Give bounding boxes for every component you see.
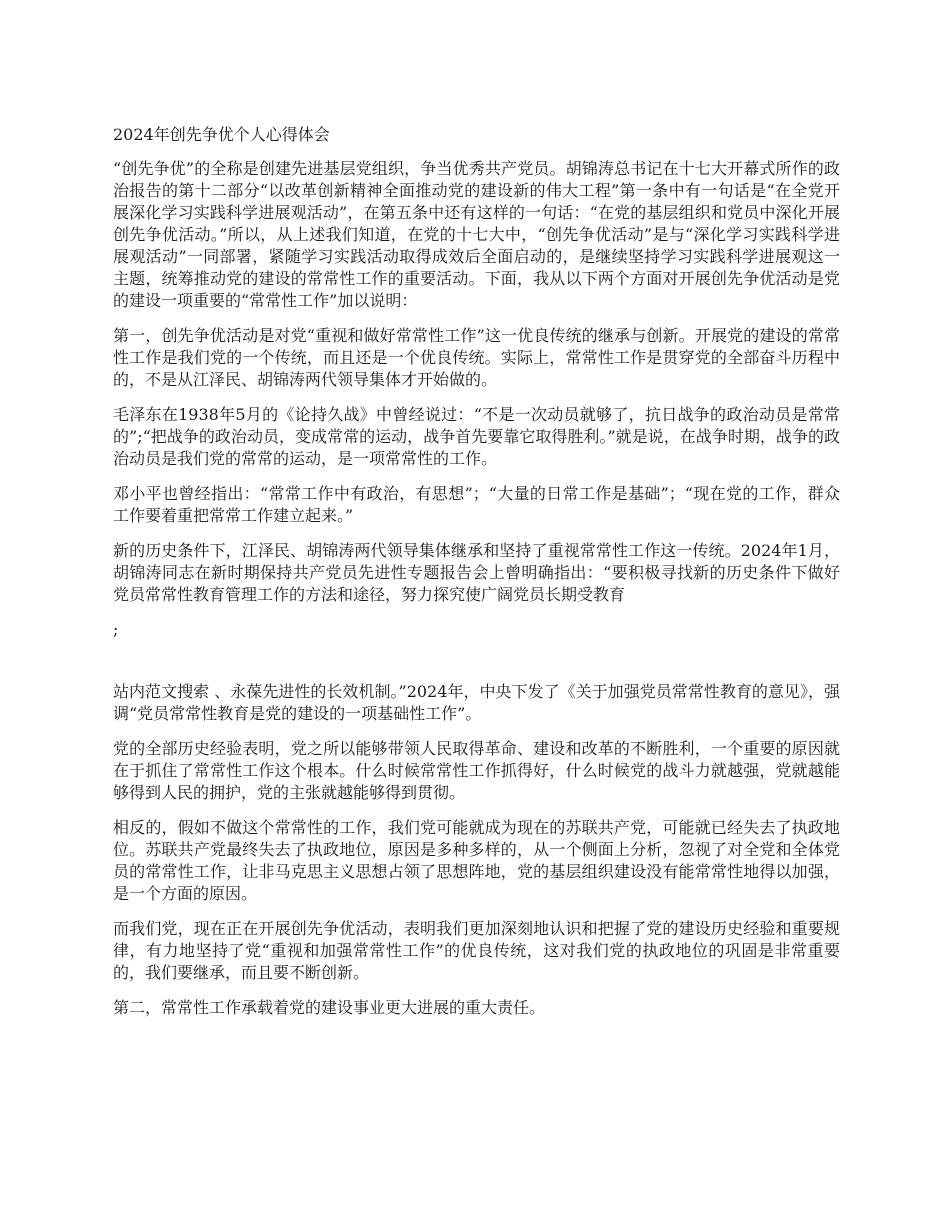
paragraph-deng-quote: 邓小平也曾经指出：“常常工作中有政治，有思想”；“大量的日常工作是基础”；“现在党的工作，群众工作要着重把常常工作建立起来。” (113, 484, 840, 525)
document-title: 2024年创先争优个人心得体会 (113, 125, 330, 144)
paragraph-soviet-contrast: 相反的，假如不做这个常常性的工作，我们党可能就成为现在的苏联共产党，可能就已经失去了执政地位。苏联共产党最终失去了执政地位，原因是多种多样的，从一个侧面上分析，忽视了对全党和全体党员的常常性工作，让非马克思主义思想占领了思想阵地，党的基层组织建设没有能常常性地得以加强，是一个方面的原因。 (113, 818, 840, 903)
paragraph-first-point: 第一，创先争优活动是对党“重视和做好常常性工作”这一优良传统的继承与创新。开展党的建设的常常性工作是我们党的一个传统，而且还是一个优良传统。实际上，常常性工作是贯穿党的全部奋斗历程中的，不是从江泽民、胡锦涛两代领导集体才开始做的。 (113, 326, 840, 389)
paragraph-mao-quote: 毛泽东在1938年5月的《论持久战》中曾经说过：“不是一次动员就够了，抗日战争的政治动员是常常的”;“把战争的政治动员，变成常常的运动，战争首先要靠它取得胜利。”就是说，在战争时期，战争的政治动员是我们党的常常的运动，是一项常常性的工作。 (113, 405, 840, 468)
paragraph-intro: “创先争优”的全称是创建先进基层党组织，争当优秀共产党员。胡锦涛总书记在十七大开幕式所作的政治报告的第十二部分“以改革创新精神全面推动党的建设新的伟大工程”第一条中有一句话是“在全党开展深化学习实践科学进展观活动”，在第五条中还有这样的一句话：“在党的基层组织和党员中深化开展创先争优活动。”所以，从上述我们知道，在党的十七大中，“创先争优活动”是与“深化学习实践科学进展观活动”一同部署，紧随学习实践活动取得成效后全面启动的，是继续坚持学习实践科学进展观这一主题，统筹推动党的建设的常常性工作的重要活动。下面，我从以下两个方面对开展创先争优活动是党的建设一项重要的“常常性工作”加以说明： (113, 159, 840, 310)
paragraph-current-activity: 而我们党，现在正在开展创先争优活动，表明我们更加深刻地认识和把握了党的建设历史经验和重要规律，有力地坚持了党“重视和加强常常性工作”的优良传统，这对我们党的执政地位的巩固是非常重要的，我们要继承，而且要不断创新。 (113, 919, 840, 982)
paragraph-history-lesson: 党的全部历史经验表明，党之所以能够带领人民取得革命、建设和改革的不断胜利，一个重要的原因就在于抓住了常常性工作这个根本。什么时候常常性工作抓得好，什么时候党的战斗力就越强，党就越能够得到人民的拥护，党的主张就越能够得到贯彻。 (113, 739, 840, 802)
stray-semicolon: ; (113, 620, 119, 639)
paragraph-new-conditions: 新的历史条件下，江泽民、胡锦涛两代领导集体继承和坚持了重视常常性工作这一传统。2024年1月，胡锦涛同志在新时期保持共产党员先进性专题报告会上曾明确指出：“要积极寻找新的历史条件下做好党员常常性教育管理工作的方法和途径，努力探究使广阔党员长期受教育 (113, 541, 840, 604)
paragraph-second-point: 第二，常常性工作承载着党的建设事业更大进展的重大责任。 (113, 998, 546, 1017)
document-page (113, 124, 840, 1032)
paragraph-continuation: 站内范文搜索 、永葆先进性的长效机制。”2024年，中央下发了《关于加强党员常常性教育的意见》，强调“党员常常性教育是党的建设的一项基础性工作”。 (113, 682, 840, 723)
